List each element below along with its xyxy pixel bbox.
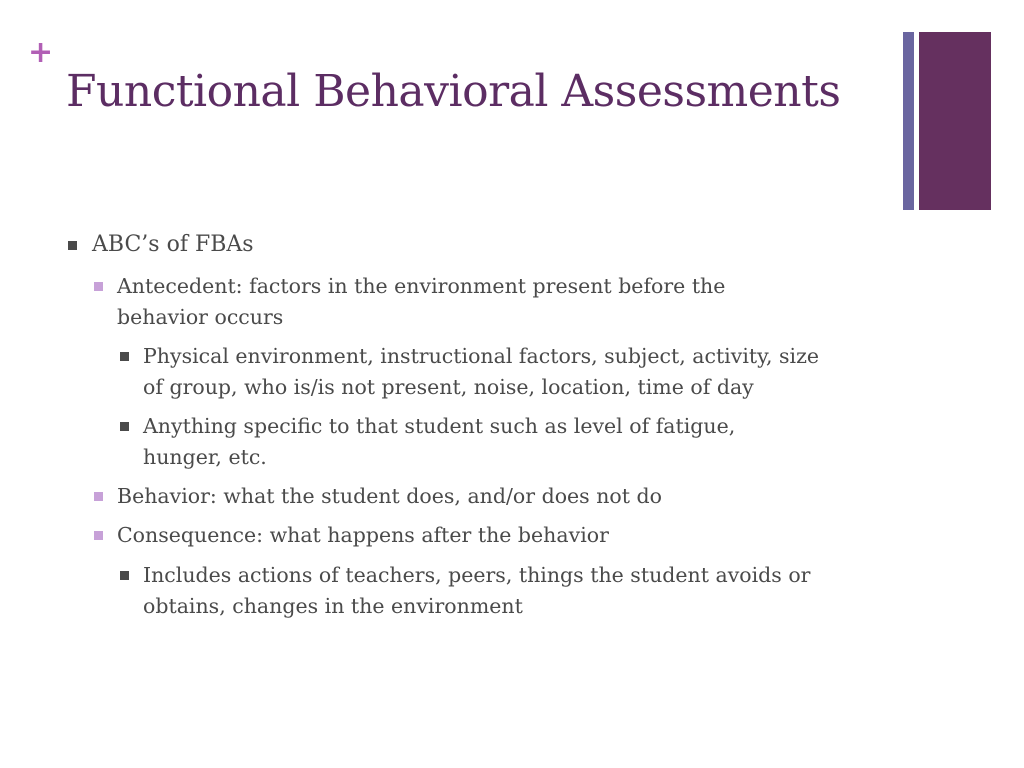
bullet-item [143, 560, 810, 622]
bullet-item [117, 271, 725, 333]
slide-title: Functional Behavioral Assessments [66, 66, 841, 117]
plus-icon: + [28, 35, 54, 70]
bullet-text-line: Includes actions of teachers, peers, things the student avoids or [143, 563, 811, 587]
bullet-item [92, 230, 254, 260]
bullet-text-line: Antecedent: factors in the environment present before the [117, 274, 726, 298]
square-bullet-icon [120, 571, 129, 580]
bullet-text-line: ABC’s of FBAs [92, 232, 254, 257]
bullet-text-line: behavior occurs [117, 305, 284, 329]
bullet-text-line: Anything specific to that student such as level of fatigue, [143, 414, 736, 438]
bullet-text-line: hunger, etc. [143, 445, 267, 469]
bullet-item [143, 341, 819, 403]
bullet-item [143, 411, 735, 473]
bullet-text-line: Physical environment, instructional factors, subject, activity, size [143, 344, 820, 368]
bullet-text-line: Consequence: what happens after the behavior [117, 523, 609, 547]
bullet-text-line: obtains, changes in the environment [143, 594, 523, 618]
square-bullet-icon [94, 492, 103, 501]
square-bullet-icon [120, 422, 129, 431]
bullet-text-line: Behavior: what the student does, and/or does not do [117, 484, 662, 508]
bullet-item [117, 520, 609, 551]
square-bullet-icon [68, 241, 77, 250]
square-bullet-icon [94, 282, 103, 291]
bullet-text-line: of group, who is/is not present, noise, location, time of day [143, 375, 754, 399]
square-bullet-icon [94, 531, 103, 540]
square-bullet-icon [120, 352, 129, 361]
bullet-item [117, 481, 662, 512]
